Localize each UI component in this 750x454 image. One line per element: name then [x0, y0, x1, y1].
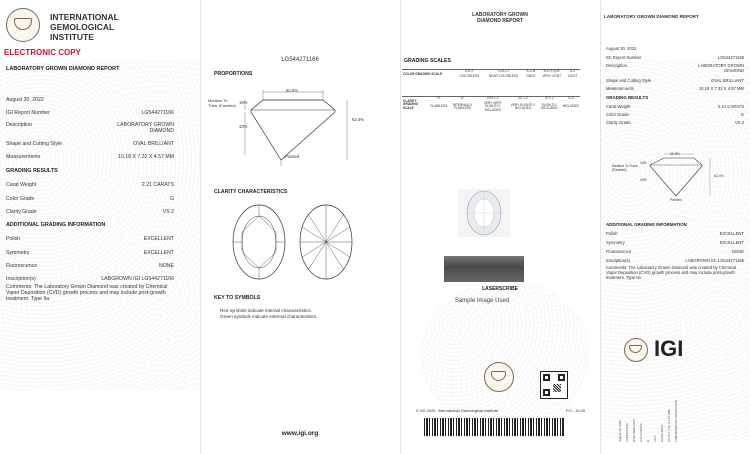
color-grade: K-L-M [524, 70, 538, 75]
small-girdle-label: Medium To Thick (Faceted) [612, 164, 638, 172]
clarity-grade: VS 1-2 [509, 97, 537, 102]
grading-value: VS 2 [734, 120, 744, 125]
rotated-text: OVAL BRILLIANT [632, 418, 636, 442]
small-table-percent: 60.5% [670, 152, 680, 156]
section-title: ADDITIONAL GRADING INFORMATION [6, 222, 106, 228]
pavilion-percent: 43% [239, 124, 248, 129]
grading-label: Clarity Grade [606, 120, 631, 125]
small-grading-row [606, 104, 744, 109]
rotated-text: 10.18 X 7.32 X 4.57 MM [667, 409, 671, 442]
clarity-scale-table [402, 96, 580, 113]
color-word: LIGHT [567, 73, 578, 78]
rotated-text: VS 2 [653, 435, 657, 442]
grading-value: G [740, 112, 744, 117]
rotated-text: G [646, 439, 650, 442]
rotated-summary [618, 372, 688, 442]
additional-value: NONE [731, 249, 744, 254]
inscription-row [6, 276, 174, 282]
divider [400, 0, 401, 454]
detail-value: OVAL BRILLIANT [133, 141, 174, 147]
depth-percent: 62.4% [352, 117, 364, 122]
detail-label: Shape and Cutting Style [606, 78, 652, 83]
diamond-photo [458, 189, 510, 237]
report-number: LG544271166 [281, 57, 319, 63]
report-title: LABORATORY GROWN DIAMOND REPORT [6, 66, 120, 72]
small-date [606, 46, 744, 51]
grading-value: VS 2 [162, 209, 174, 215]
org-line: INSTITUTE [50, 32, 94, 42]
detail-value: 10.18 X 7.32 X 4.57 MM [698, 86, 744, 91]
grading-row [6, 182, 174, 188]
org-line: INTERNATIONAL [50, 12, 119, 22]
grading-value: G [169, 196, 174, 202]
report-title-center [400, 12, 600, 24]
detail-row [6, 110, 174, 116]
report-date [6, 97, 174, 103]
detail-row [6, 154, 174, 160]
website-link[interactable]: www.igi.org [281, 430, 319, 437]
additional-value: EXCELLENT [143, 236, 174, 242]
grading-row [6, 209, 174, 215]
key-title: KEY TO SYMBOLS [214, 295, 261, 301]
additional-label: Polish [606, 231, 618, 236]
small-detail-row [606, 86, 744, 91]
small-detail-row [606, 78, 744, 83]
clarity-title: CLARITY CHARACTERISTICS [214, 189, 288, 195]
grading-label: Carat Weight [606, 104, 631, 109]
detail-row [6, 122, 174, 134]
clarity-grade: VVS 1-2 [477, 97, 509, 102]
igi-seal-logo [624, 338, 648, 362]
proportions-diagram [205, 80, 395, 170]
clarity-word: VERY VERY SLIGHTLY INCLUDED [483, 100, 502, 112]
grading-label: Clarity Grade [6, 209, 37, 215]
grading-label: Color Grade [606, 112, 629, 117]
clarity-word: SLIGHTLY INCLUDED [541, 102, 558, 111]
grading-row [6, 196, 174, 202]
color-scale-header: COLOR GRADING SCALE [402, 70, 455, 79]
clarity-plot [228, 202, 358, 282]
igi-seal-logo [6, 8, 40, 42]
clarity-grade: IF [448, 97, 476, 102]
diamond-icon [629, 345, 642, 353]
date-value: August 30, 2022 [606, 46, 637, 51]
grading-value: 2.21 CARATS [718, 104, 744, 109]
title-line: DIAMOND REPORT [476, 18, 524, 24]
small-section-title: ADDITIONAL GRADING INFORMATION [606, 222, 687, 227]
detail-label: Shape and Cutting Style [6, 141, 62, 147]
additional-label: Fluorescence [6, 263, 38, 269]
diamond-icon [491, 371, 506, 381]
color-word: FAINT [526, 73, 536, 78]
clarity-word: INTERNALLY FLAWLESS [452, 102, 473, 111]
color-word: NEAR COLORLESS [488, 73, 519, 78]
additional-value: EXCELLENT [719, 240, 744, 245]
clarity-grade: SI 1-2 [537, 97, 562, 102]
additional-label: Symmetry [6, 250, 30, 256]
small-crown-percent: 15% [640, 161, 647, 165]
additional-row [6, 236, 174, 242]
clarity-word: FLAWLESS [430, 104, 448, 109]
key-line: Green symbols indicate external characteristics. [220, 314, 318, 319]
color-grade: S-Z [565, 70, 580, 75]
small-comments: Comments: The Laboratory Grown Diamond was created by Chemical Vapor Deposition (CVD) growth process and may include post-growth treatment. Type IIa [606, 265, 737, 280]
color-word: COLORLESS [459, 73, 480, 78]
rotated-text: LG544271166 [625, 423, 629, 442]
additional-label: Fluorescence [606, 249, 632, 254]
small-depth-percent: 62.4% [714, 174, 724, 178]
detail-value: OVAL BRILLIANT [710, 78, 744, 83]
small-detail-row [606, 55, 744, 60]
additional-value: NONE [159, 263, 174, 269]
color-grade: D-E-F [455, 70, 483, 75]
small-grading-row [606, 112, 744, 117]
diamond-icon [14, 18, 32, 30]
grading-scales-title: GRADING SCALES [404, 58, 451, 64]
color-grade: N-O-P-Q-R [538, 70, 565, 75]
clarity-word: VERY SLIGHTLY INCLUDED [510, 102, 536, 111]
clarity-grade: I1-3 [562, 97, 580, 102]
detail-label: Measurements [6, 154, 41, 160]
detail-value: LABORATORY GROWN DIAMOND [698, 63, 744, 73]
igi-wordmark: IGI [654, 336, 684, 361]
barcode [424, 418, 564, 436]
detail-label: Description [606, 63, 627, 68]
divider [600, 0, 601, 454]
grading-label: Color Grade [6, 196, 35, 202]
inscription-value: LABGROWN IGI LG544271166 [101, 276, 174, 282]
additional-row [6, 263, 174, 269]
small-grading-row [606, 120, 744, 125]
clarity-scale-header: CLARITY GRADING SCALE [402, 97, 429, 113]
rotated-text: LABGROWN IGI LG544271166 [674, 400, 678, 442]
org-line: GEMOLOGICAL [50, 22, 115, 32]
clarity-grade: FL [429, 97, 448, 102]
sample-image-label: Sample Image Used [454, 298, 510, 304]
organization-name [50, 12, 119, 42]
crown-percent: 15% [239, 100, 248, 105]
detail-value: LG544271166 [141, 110, 174, 116]
detail-value: LG544271166 [717, 55, 744, 60]
laserscribe-photo [444, 256, 524, 282]
date-value: August 30, 2022 [6, 97, 44, 103]
small-additional-row [606, 240, 744, 245]
detail-label: Description [6, 122, 32, 128]
title-line: LABORATORY GROWN [472, 12, 528, 18]
grading-scale-table [402, 69, 580, 79]
additional-label: Symmetry [606, 240, 625, 245]
form-code: FO - 10.20 [566, 408, 586, 413]
additional-label: Polish [6, 236, 21, 242]
divider [200, 0, 201, 454]
additional-value: EXCELLENT [719, 231, 744, 236]
section-title: GRADING RESULTS [6, 168, 58, 174]
girdle-label: Medium To Thick (Faceted) [208, 98, 236, 108]
comments: Comments: The Laboratory Grown Diamond was created by Chemical Vapor Deposition (CVD) growth process and may include post-growth treatment. Type IIa [6, 284, 168, 303]
table-percent: 60.5% [286, 88, 298, 93]
copyright: © IGI 2020, International Gemological Institute [416, 408, 499, 413]
small-section-title: GRADING RESULTS [606, 95, 649, 100]
color-word: VERY LIGHT [542, 73, 562, 78]
key-line: Red symbols indicate internal characteristics. [220, 308, 312, 313]
report-title-small: LABORATORY GROWN DIAMOND REPORT [604, 14, 699, 19]
rotated-text: EXCELLENT [660, 424, 664, 442]
inscription-label: Inscription(s) [606, 258, 630, 263]
small-pavilion-percent: 43% [640, 178, 647, 182]
laserscribe-label: LASERSCRIBE [482, 286, 518, 292]
small-additional-row [606, 249, 744, 254]
inscription-value: LABGROWN IGI LG544271166 [685, 258, 744, 263]
small-detail-row [606, 63, 744, 73]
igi-seal-logo [484, 362, 514, 392]
grading-value: 2.21 CARATS [141, 182, 174, 188]
detail-value: 10.18 X 7.32 X 4.57 MM [118, 154, 174, 160]
rotated-text: August 30, 2022 [618, 420, 622, 442]
qr-code[interactable] [540, 371, 568, 399]
grading-label: Carat Weight [6, 182, 37, 188]
detail-label: Measurements [606, 86, 634, 91]
small-additional-row [606, 231, 744, 236]
rotated-text: 2.21 CARATS [639, 423, 643, 442]
proportions-title: PROPORTIONS [214, 71, 253, 77]
small-culet-label: Pointed [670, 198, 682, 202]
small-inscription-row [606, 258, 744, 263]
additional-value: EXCELLENT [143, 250, 174, 256]
inscription-label: Inscription(s) [6, 276, 36, 282]
detail-label: IGI Report Number [6, 110, 50, 116]
detail-label: IGI Report Number [606, 55, 642, 60]
detail-row [6, 141, 174, 147]
detail-value: LABORATORY GROWN DIAMOND [117, 122, 174, 134]
color-grade: G-H-I-J [483, 70, 524, 75]
culet-label: Pointed [285, 154, 300, 159]
clarity-word: INCLUDED [562, 104, 579, 109]
electronic-copy-label: ELECTRONIC COPY [4, 48, 81, 57]
additional-row [6, 250, 174, 256]
